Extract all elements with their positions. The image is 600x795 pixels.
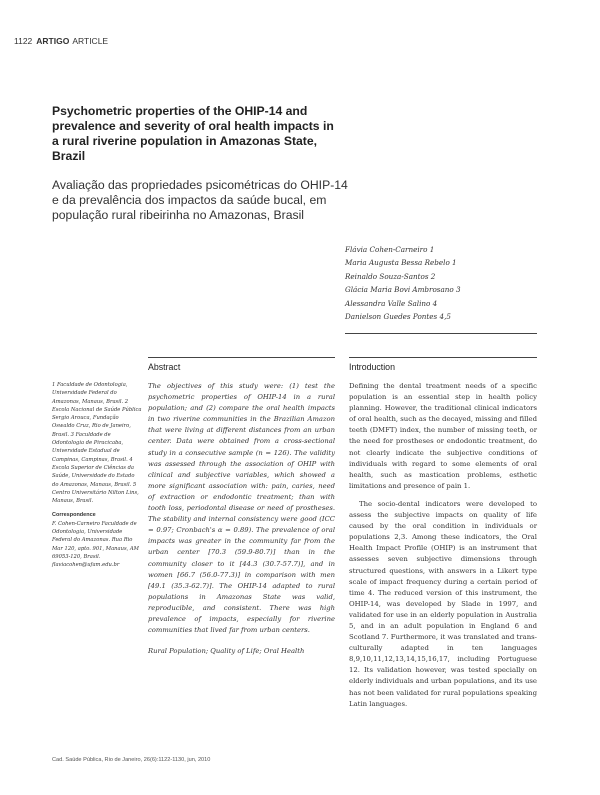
author: Maria Augusta Bessa Rebelo 1: [345, 258, 457, 268]
title-english: Psychometric properties of the OHIP-14 and prevalence and severity of oral health impacts in a rural riverine population in Amazonas State, Brazil: [52, 104, 334, 163]
abstract-heading: Abstract: [148, 362, 181, 372]
affiliation-list: 1 Faculdade de Odontologia, Universidade Federal do Amazonas, Manaus, Brasil. 2 Escola Nacional de Saúde Pública Sergio Arouca, Fundação Oswaldo Cruz, Rio de Janeiro, Brasil. 3 Faculdade de Odontologia de Piracicaba, Universidade Estadual de Campinas, Campinas, Brasil. 4 Escola Superior de Ciências da Saúde, Universidade do Estado do Amazonas, Manaus, Brasil. 5 Centro Universitário Nilton Lins, Manaus, Brasil.: [52, 382, 142, 505]
introduction: [349, 381, 537, 717]
introduction-rule: [349, 357, 537, 358]
correspondence-heading: Correspondence: [52, 512, 96, 519]
journal-footer: Cad. Saúde Pública, Rio de Janeiro, 26(6):1122-1130, jun, 2010: [52, 757, 211, 763]
introduction-paragraph: The socio-dental indicators were developed to assess the subjective impacts on quality of life caused by the oral condition in individuals or populations 2,3. Among these indicators, the Oral Health Impact Profile (OHIP) is an instrument that assesses seven subjective dimensions through structured questions, with answers in a Likert type scale of impact frequency during a certain period of time 4. The reduced version of this instrument, the OHIP-14, was developed by Slade in 1997, and validated for use in an elderly population in Australia 5, and in an adult population in England 6 and Scotland 7. Furthermore, it was translated and trans-culturally adapted in ten languages 8,9,10,11,12,13,14,15,16,17, including Portuguese 12. Its validation however, was tested specially on elderly individuals and urban populations, and its use has not been validated for rural populations speaking Latin languages.: [349, 499, 537, 708]
article-label-en: ARTICLE: [72, 36, 109, 46]
author: Glácia Maria Bovi Ambrosano 3: [345, 285, 461, 295]
page-number: 1122: [14, 36, 33, 46]
running-header: [14, 36, 108, 46]
abstract-body: The objectives of this study were: (1) test the psychometric properties of OHIP-14 in a rural population; and (2) compare the oral health impacts in two riverine communities in the Brazilian Amazon that were living at different distances from an urban center. Data were obtained from a cross-sectional study in a consecutive sample (n = 126). The validity was assessed through the association of OHIP with clinical and subjective variables, which showed a more significant association with: pain, caries, need of extraction or endodontic treatment; than with tooth loss, periodontal disease or need of prostheses. The stability and internal consistency were good (ICC = 0.97; Cronbach's α = 0.89). The prevalence of oral impacts was greater in the community far from the urban center [70.3 (59.9-80.7)] than in the community closer to it [44.3 (30.7-57.7)], and in women [66.7 (56.0-77.3)] in comparison with men [49.1 (35.3-62.7)]. The OHIP-14 adapted to rural populations in Amazonas State was valid, reproducible, and consistent. There was high prevalence of impacts, especially for riverine communities that lived far from urban centers.: [148, 382, 335, 635]
abstract: [148, 381, 335, 667]
affiliations: [52, 381, 142, 570]
title-portuguese: Avaliação das propriedades psicométricas do OHIP-14 e da prevalência dos impactos da saúde bucal, em população rural ribeirinha no Amazonas, Brasil: [52, 178, 348, 222]
author-list: [345, 243, 461, 323]
article-label-pt: ARTIGO: [36, 36, 70, 46]
correspondence-text: F. Cohen-Carneiro Faculdade de Odontologia, Universidade Federal do Amazonas. Rua Rio Mar 120, apto. 901, Manaus, AM 69053-120, Brasil. flaviacohen@ufam.edu.br: [52, 520, 139, 569]
author: Danielson Guedes Pontes 4,5: [345, 312, 451, 322]
abstract-keywords: Rural Population; Quality of Life; Oral Health: [148, 647, 305, 656]
author: Flávia Cohen-Carneiro 1: [345, 245, 435, 254]
authors-divider: [345, 333, 537, 334]
introduction-heading: Introduction: [349, 362, 395, 372]
author: Alessandra Valle Salino 4: [345, 298, 438, 308]
introduction-paragraph: Defining the dental treatment needs of a specific population is an essential step in health policy planning. However, the traditional clinical indicators of oral health, such as the decayed, missing and filled teeth (DMFT) index, the number of missing teeth, or the need for prostheses or endodontic treatment, do not clearly indicate the subjective conditions of individuals with regard to some elements of oral health, such as mastication problems, esthetic limitations and presence of pain 1.: [349, 382, 537, 490]
author: Reinaldo Souza-Santos 2: [345, 271, 436, 281]
abstract-rule: [148, 357, 335, 358]
